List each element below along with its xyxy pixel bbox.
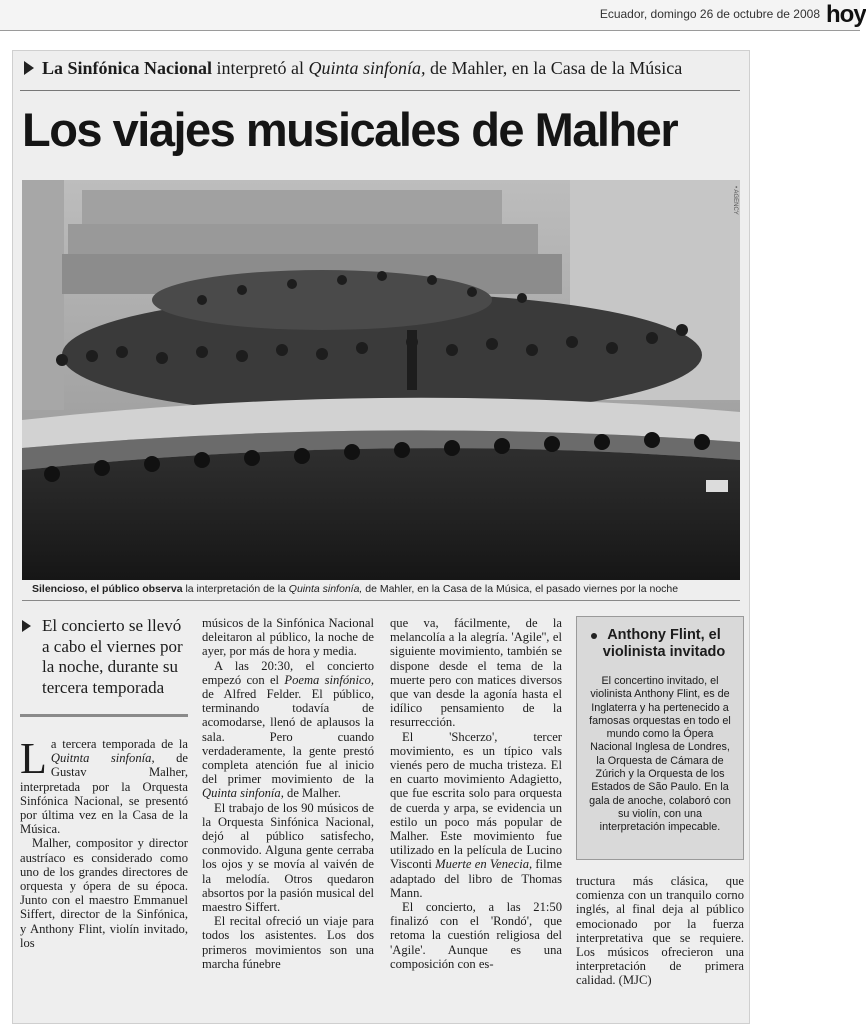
- pull-quote-divider: [20, 714, 188, 717]
- body-text: de Alfred Felder. El público, terminando todavía de acomodarse, llenó de aplausos la sala. Pero cuando verdaderamente, la gente prestó completa atención fue al inicio del primer movimiento de la: [202, 687, 374, 787]
- body-paragraph: Malher, compositor y director austríaco es considerado como uno de los grandes directores de orquesta y ópera de su época. Junto con el maestro Emmanuel Siffert, director de la Sinfónica, y Anthony Flint, violín invitado, los: [20, 836, 188, 950]
- column-2: [202, 616, 374, 971]
- column-4: [576, 616, 744, 988]
- body-paragraph: El trabajo de los 90 músicos de la Orquesta Sinfónica Nacional, dejó al público satisfecho, conmovido. Alguna gente cerraba los ojos y se movía al vaivén de la melodía. Otros quedaron absortos por la pasión musical del maestro Siffert.: [202, 800, 374, 915]
- deck-italic: Quinta sinfonía,: [308, 58, 426, 78]
- newspaper-masthead: [0, 0, 866, 31]
- caption-tail: de Mahler, en la Casa de la Música, el pasado viernes por la noche: [362, 583, 679, 595]
- caption-text: la interpretación de la: [182, 583, 289, 595]
- body-paragraph: músicos de la Sinfónica Nacional deleitaron al público, la noche de ayer, por más de hora y media.: [202, 616, 374, 659]
- body-start: [20, 734, 188, 950]
- column-1: [20, 616, 188, 950]
- sidebar-title: [587, 627, 733, 661]
- pull-quote: [20, 616, 188, 698]
- body-paragraph: El recital ofreció un viaje para todos los asistentes. Los dos primeros movimientos son una marcha fúnebre: [202, 914, 374, 971]
- body-paragraph: [202, 659, 374, 801]
- body-text: de Malher.: [283, 786, 341, 801]
- caption-bold: Silencioso, el público observa: [32, 583, 183, 595]
- article-deck: [20, 58, 740, 91]
- photo-credit: • AGENCY: [732, 186, 738, 215]
- sidebar-body: El concertino invitado, el violinista Anthony Flint, es de Inglaterra y ha pertenecido a famosas orquestas en todo el mundo como la Ópera Nacional Inglesa de Londres, la Orquesta de Cámara de Zúrich y la Orquesta de los Estados de São Paulo. En la gala de anoche, colaboró con su violín, con una interpretación impecable.: [589, 675, 731, 834]
- body-italic: Muerte en Venecia,: [435, 857, 533, 872]
- pull-quote-text: El concierto se llevó a cabo el viernes por la noche, durante su tercera temporada: [42, 616, 183, 697]
- body-paragraph: que va, fácilmente, de la melancolía a la alegría. 'Agile'', el siguiente movimiento, también se dispone desde el tema de la muerte pero con matices diversos que van desde la agonía hasta el idílico pensamiento de la resurrección.: [390, 616, 562, 730]
- body-italic: Poema sinfónico,: [284, 672, 374, 687]
- newspaper-logo: hoy: [826, 1, 866, 28]
- caption-divider: [22, 600, 740, 601]
- photo-caption: [32, 583, 740, 595]
- column-3: [390, 616, 562, 971]
- sidebar-box: [576, 616, 744, 860]
- caption-italic: Quinta sinfonía,: [288, 583, 363, 595]
- body-text: a tercera temporada de la: [50, 737, 188, 751]
- body-text: de Gustav Malher, interpretada por la Orquesta Sinfónica Nacional, se presentó por última vez en la Casa de la Música.: [20, 751, 188, 837]
- body-italic: Quinta sinfonía,: [202, 786, 284, 801]
- body-paragraph: tructura más clásica, que comienza con un tranquilo corno inglés, al final deja al público emocionado por la fuerza interpretativa que se requiere. Los músicos ofrecieron una interpretación de primera calidad. (MJC): [576, 874, 744, 988]
- body-paragraph: El concierto, a las 21:50 finalizó con el 'Rondó', que retoma la cuestión religiosa del 'Agile'. Aunque es una composición con es-: [390, 900, 562, 971]
- bullet-icon: [591, 633, 597, 639]
- drop-cap: L: [20, 734, 47, 783]
- sidebar-title-text: Anthony Flint, el violinista invitado: [602, 627, 726, 660]
- article-clipping: [12, 50, 750, 1024]
- concert-photo: [22, 180, 740, 580]
- issue-date: Ecuador, domingo 26 de octubre de 2008: [599, 7, 820, 21]
- body-text: A las 20:30, el concierto empezó con el: [202, 658, 374, 687]
- body-text: El 'Shcerzo', tercer movimiento, es un típico vals vienés pero de mucha tristeza. El en cuarto movimiento Adagietto, que fue escrita solo para orquesta de cuerda y arpa, se evidencia un estilo un poco más popular de Malher. Este movimiento fue utilizado en la película de Lucino Visconti: [390, 729, 562, 872]
- orchestra-image: [22, 180, 740, 580]
- deck-text: interpretó al: [212, 58, 309, 78]
- article-headline: Los viajes musicales de Malher: [22, 103, 678, 156]
- deck-arrow-icon: [24, 61, 34, 75]
- body-paragraph: [20, 734, 188, 837]
- deck-bold: La Sinfónica Nacional: [42, 58, 213, 78]
- body-paragraph: [390, 730, 562, 900]
- pull-quote-arrow-icon: [22, 620, 31, 632]
- body-italic: Quitnta sinfonía,: [50, 751, 155, 766]
- deck-tail: de Mahler, en la Casa de la Música: [425, 58, 683, 78]
- body-text: filme adaptado del libro de Thomas Mann.: [390, 857, 562, 900]
